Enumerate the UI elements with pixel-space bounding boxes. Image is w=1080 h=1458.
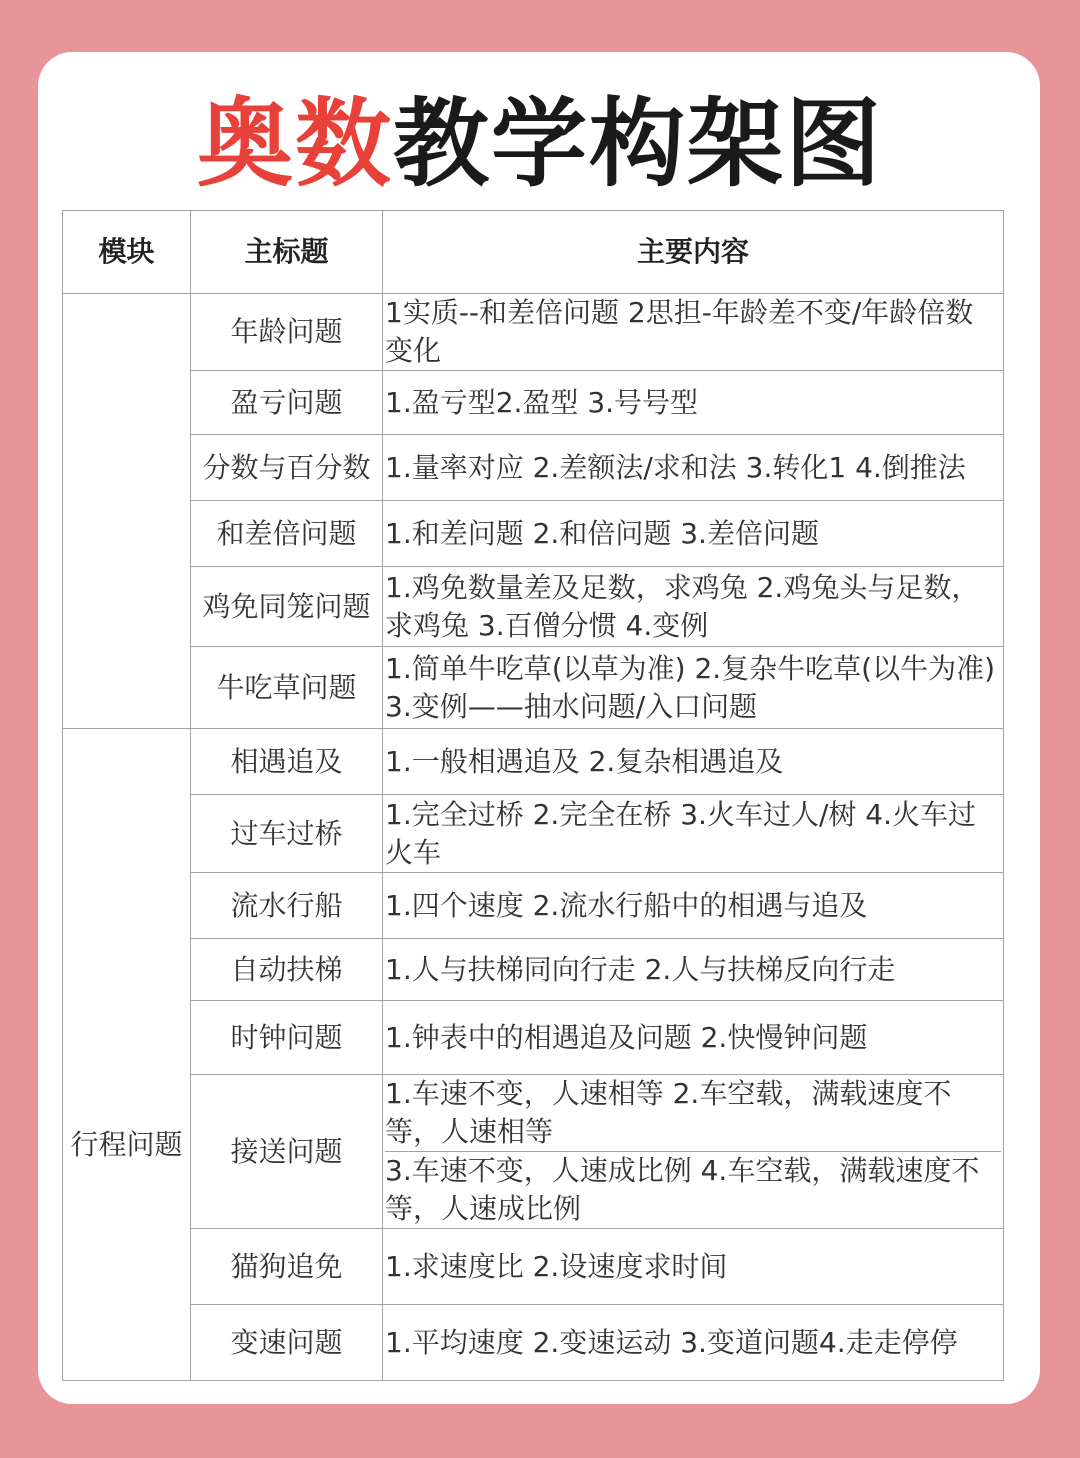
subject-cell: 猫狗追免 — [191, 1229, 383, 1305]
table-row — [63, 1001, 1004, 1075]
content-text: 1实质--和差倍问题 2思担-年龄差不变/年龄倍数变化 — [385, 296, 974, 367]
module-cell: 行程问题 — [63, 729, 191, 1381]
table-row — [63, 729, 1004, 795]
content-cell — [383, 1001, 1004, 1075]
content-cell — [383, 435, 1004, 501]
content-cell — [383, 1075, 1004, 1229]
subject-cell: 接送问题 — [191, 1075, 383, 1229]
content-text: 1.平均速度 2.变速运动 3.变道问题4.走走停停 — [385, 1325, 958, 1359]
subject-cell: 变速问题 — [191, 1305, 383, 1381]
header-subject: 主标题 — [191, 211, 383, 294]
content-cell — [383, 647, 1004, 729]
table-header-row — [63, 211, 1004, 294]
table-row — [63, 1075, 1004, 1229]
content-text: 1.和差问题 2.和倍问题 3.差倍问题 — [385, 516, 819, 550]
content-text: 1.盈亏型2.盈型 3.号号型 — [385, 385, 699, 419]
framework-table — [62, 210, 1004, 1381]
content-cell — [383, 939, 1004, 1001]
subject-cell: 相遇追及 — [191, 729, 383, 795]
subject-cell: 自动扶梯 — [191, 939, 383, 1001]
page-title — [0, 88, 1080, 200]
subject-cell: 牛吃草问题 — [191, 647, 383, 729]
table-row — [63, 567, 1004, 647]
content-text: 1.简单牛吃草(以草为准) 2.复杂牛吃草(以牛为准) 3.变例——抽水问题/入口问题 — [385, 651, 996, 723]
content-text: 1.一般相遇追及 2.复杂相遇追及 — [385, 744, 784, 778]
subject-cell: 年龄问题 — [191, 294, 383, 371]
content-cell — [383, 1229, 1004, 1305]
content-text: 1.量率对应 2.差额法/求和法 3.转化1 4.倒推法 — [385, 450, 966, 484]
content-text: 1.人与扶梯同向行走 2.人与扶梯反向行走 — [385, 952, 896, 986]
content-text: 1.车速不变，人速相等 2.车空载，满载速度不等，人速相等 — [385, 1075, 1001, 1152]
content-cell — [383, 567, 1004, 647]
module-cell — [63, 294, 191, 729]
title-highlight: 奥数 — [197, 88, 393, 200]
content-cell — [383, 501, 1004, 567]
title-main: 教学构架图 — [393, 88, 883, 200]
content-text: 1.求速度比 2.设速度求时间 — [385, 1249, 728, 1283]
subject-cell: 时钟问题 — [191, 1001, 383, 1075]
table-row — [63, 501, 1004, 567]
content-cell — [383, 873, 1004, 939]
content-text: 1.鸡免数量差及足数，求鸡兔 2.鸡兔头与足数，求鸡兔 3.百僧分惯 4.变例 — [385, 570, 980, 642]
content-text: 3.车速不变，人速成比例 4.车空载，满载速度不等，人速成比例 — [385, 1154, 980, 1225]
subject-cell: 分数与百分数 — [191, 435, 383, 501]
subject-cell: 流水行船 — [191, 873, 383, 939]
content-text: 1.四个速度 2.流水行船中的相遇与追及 — [385, 888, 868, 922]
table-row — [63, 435, 1004, 501]
table-row — [63, 795, 1004, 873]
table-row — [63, 939, 1004, 1001]
content-cell — [383, 729, 1004, 795]
header-module: 模块 — [63, 211, 191, 294]
content-cell — [383, 795, 1004, 873]
subject-cell: 和差倍问题 — [191, 501, 383, 567]
table-body — [63, 294, 1004, 1381]
header-content: 主要内容 — [383, 211, 1004, 294]
subject-cell: 盈亏问题 — [191, 371, 383, 435]
table-row — [63, 1305, 1004, 1381]
content-text: 1.钟表中的相遇追及问题 2.快慢钟问题 — [385, 1020, 868, 1054]
table-row — [63, 647, 1004, 729]
table-row — [63, 1229, 1004, 1305]
content-cell — [383, 371, 1004, 435]
content-cell — [383, 294, 1004, 371]
subject-cell: 过车过桥 — [191, 795, 383, 873]
content-text: 1.完全过桥 2.完全在桥 3.火车过人/树 4.火车过火车 — [385, 797, 976, 869]
content-cell — [383, 1305, 1004, 1381]
table-row — [63, 873, 1004, 939]
table-row — [63, 294, 1004, 371]
subject-cell: 鸡免同笼问题 — [191, 567, 383, 647]
table-row — [63, 371, 1004, 435]
